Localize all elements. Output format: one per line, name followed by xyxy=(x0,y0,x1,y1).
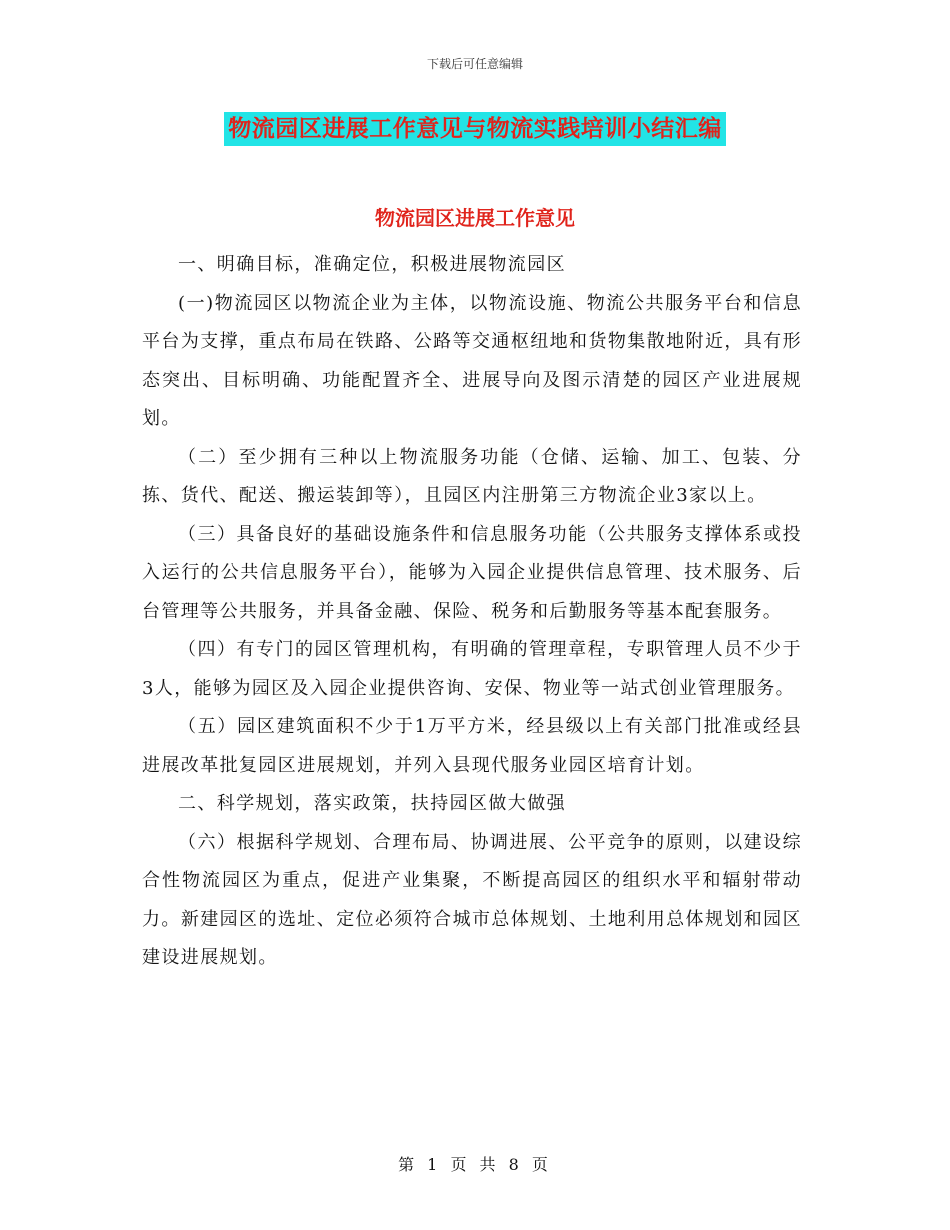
body-paragraph: （五）园区建筑面积不少于1万平方米，经县级以上有关部门批准或经县进展改革批复园区进展规划，并列入县现代服务业园区培育计划。 xyxy=(142,716,802,776)
body-paragraph: （四）有专门的园区管理机构，有明确的管理章程，专职管理人员不少于3人，能够为园区及入园企业提供咨询、安保、物业等一站式创业管理服务。 xyxy=(142,639,802,699)
document-title-container xyxy=(0,112,950,146)
heading-paragraph-2: 二、科学规划，落实政策，扶持园区做大做强 xyxy=(178,793,566,814)
body-paragraph: (一)物流园区以物流企业为主体，以物流设施、物流公共服务平台和信息平台为支撑，重点布局在铁路、公路等交通枢纽地和货物集散地附近，具有形态突出、目标明确、功能配置齐全、进展导向及图示清楚的园区产业进展规划。 xyxy=(142,292,802,429)
header-note: 下载后可任意编辑 xyxy=(426,57,523,71)
body-paragraph: （三）具备良好的基础设施条件和信息服务功能（公共服务支撑体系或投入运行的公共信息服务平台），能够为入园企业提供信息管理、技术服务、后台管理等公共服务，并具备金融、保险、税务和后勤服务等基本配套服务。 xyxy=(142,523,802,622)
document-body xyxy=(142,246,802,978)
heading-paragraph-1: 一、明确目标，准确定位，积极进展物流园区 xyxy=(178,254,566,275)
section-title: 物流园区进展工作意见 xyxy=(375,206,575,230)
page-number-footer: 第 1 页 共 8 页 xyxy=(398,1155,552,1174)
body-paragraph: （六）根据科学规划、合理布局、协调进展、公平竞争的原则，以建设综合性物流园区为重点，促进产业集聚，不断提高园区的组织水平和辐射带动力。新建园区的选址、定位必须符合城市总体规划、土地利用总体规划和园区建设进展规划。 xyxy=(142,831,802,968)
body-paragraph: （二）至少拥有三种以上物流服务功能（仓储、运输、加工、包装、分拣、货代、配送、搬运装卸等），且园区内注册第三方物流企业3家以上。 xyxy=(142,446,802,506)
document-title: 物流园区进展工作意见与物流实践培训小结汇编 xyxy=(224,112,726,146)
